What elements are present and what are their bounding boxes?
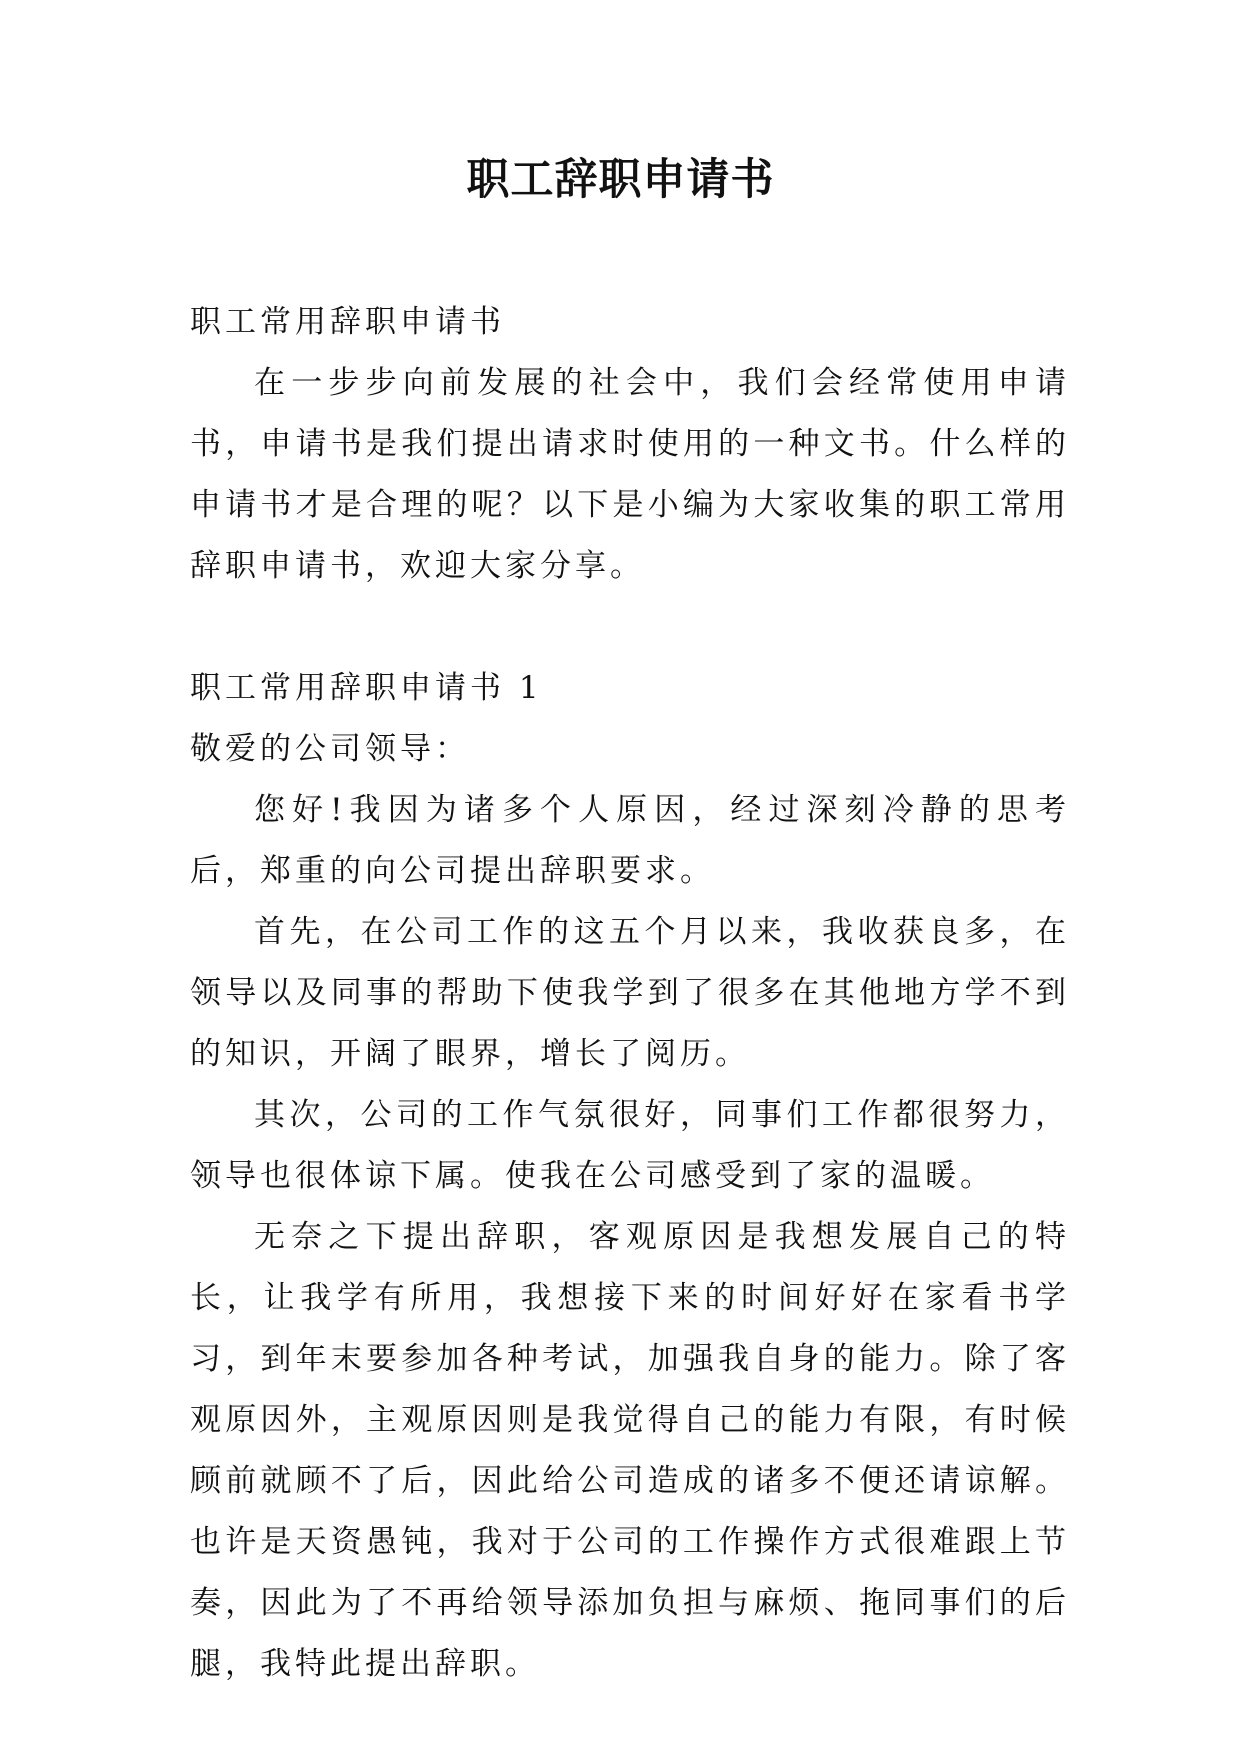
body-paragraph-4: 无奈之下提出辞职，客观原因是我想发展自己的特长，让我学有所用，我想接下来的时间好好在家看书学习，到年末要参加各种考试，加强我自身的能力。除了客观原因外，主观原因则是我觉得自己的能力有限，有时候顾前就顾不了后，因此给公司造成的诸多不便还请谅解。也许是天资愚钝，我对于公司的工作操作方式很难跟上节奏，因此为了不再给领导添加负担与麻烦、拖同事们的后腿，我特此提出辞职。 — [190, 1219, 1070, 1682]
intro-paragraph: 在一步步向前发展的社会中，我们会经常使用申请书，申请书是我们提出请求时使用的一种文书。什么样的申请书才是合理的呢？以下是小编为大家收集的职工常用辞职申请书，欢迎大家分享。 — [190, 365, 1070, 584]
document-subtitle: 职工常用辞职申请书 — [190, 304, 505, 340]
body-paragraph-3: 其次，公司的工作气氛很好，同事们工作都很努力，领导也很体谅下属。使我在公司感受到了家的温暖。 — [190, 1097, 1070, 1194]
body-paragraph-2: 首先，在公司工作的这五个月以来，我收获良多，在领导以及同事的帮助下使我学到了很多在其他地方学不到的知识，开阔了眼界，增长了阅历。 — [190, 914, 1070, 1072]
salutation: 敬爱的公司领导： — [190, 731, 470, 767]
section-heading: 职工常用辞职申请书 1 — [190, 670, 543, 706]
document-body — [190, 292, 1070, 1695]
paragraph-spacer — [190, 597, 1070, 658]
document-title: 职工辞职申请书 — [466, 155, 775, 205]
body-paragraph-1: 您好!我因为诸多个人原因，经过深刻冷静的思考后，郑重的向公司提出辞职要求。 — [190, 792, 1070, 889]
